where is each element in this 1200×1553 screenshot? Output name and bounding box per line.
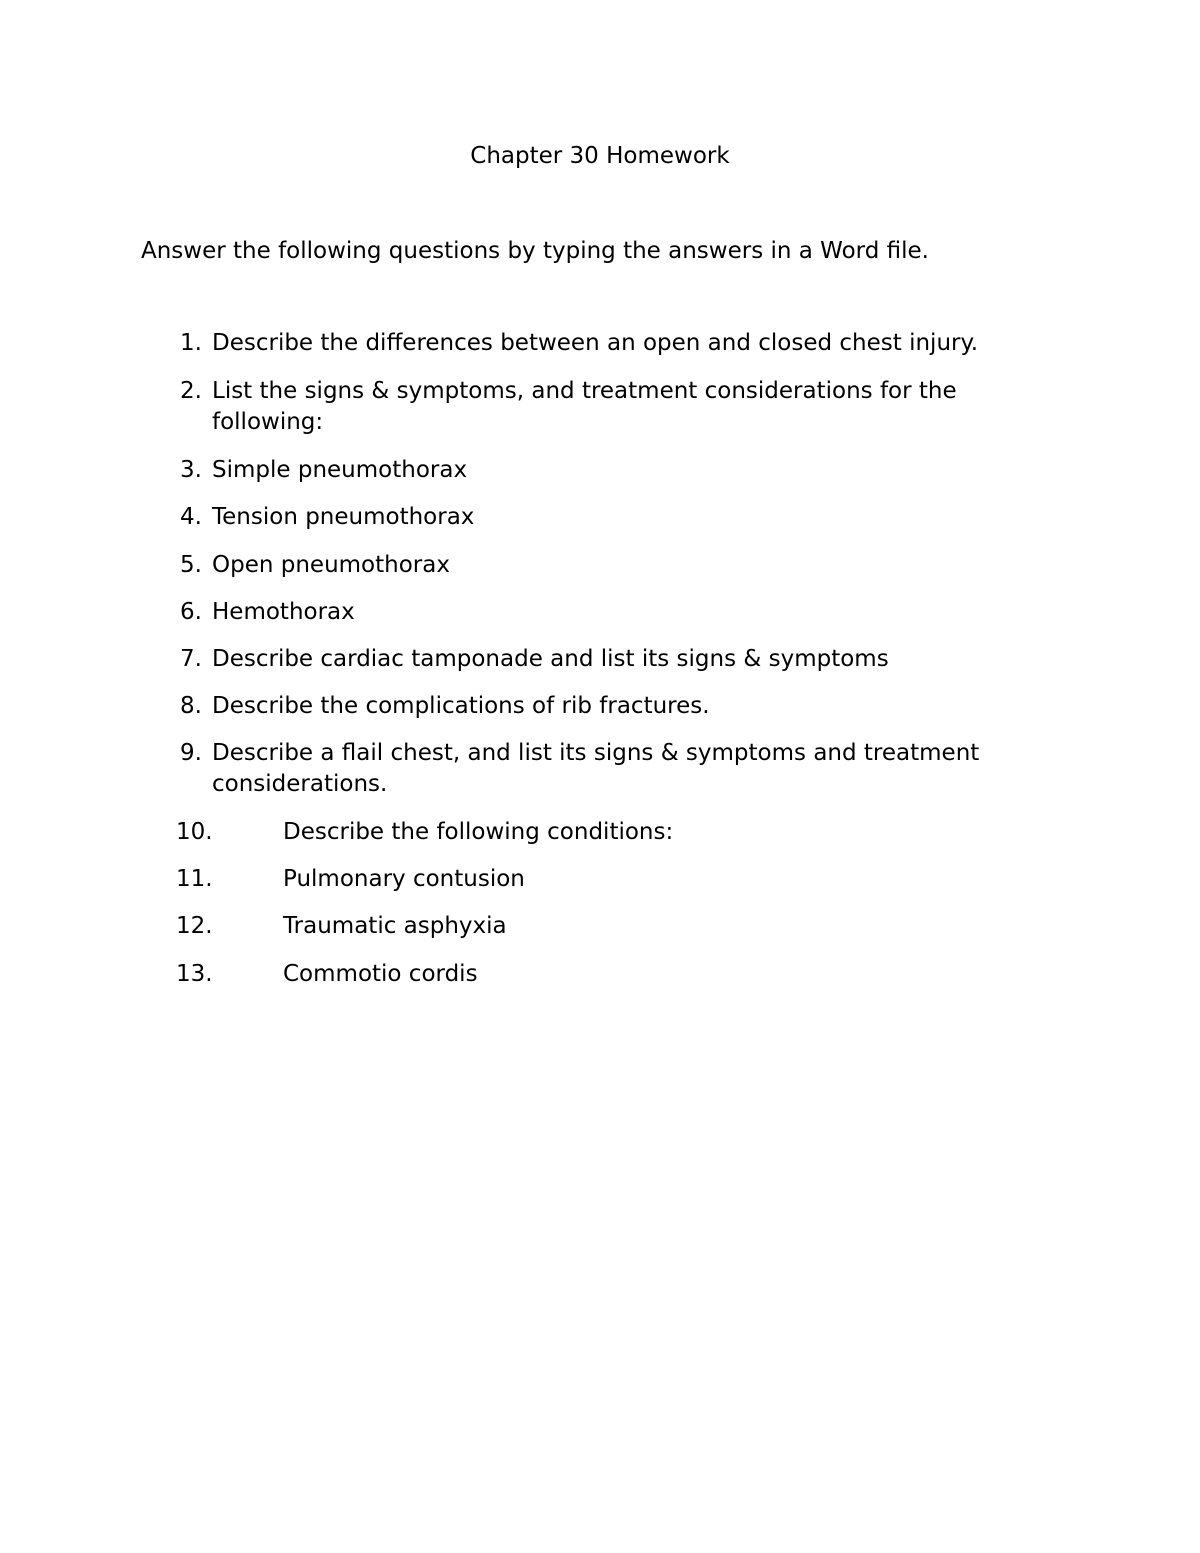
question-number: 13. [176,961,213,987]
question-text: List the signs & symptoms, and treatment considerations for the following: [212,378,957,435]
question-text: Describe cardiac tamponade and list its signs & symptoms [212,646,889,672]
question-text: Describe the following conditions: [283,819,674,845]
question-text: Describe the complications of rib fractures. [212,693,710,719]
question-number: 5. [180,552,202,578]
question-number: 6. [180,599,202,625]
question-text: Hemothorax [212,599,355,625]
question-text: Pulmonary contusion [283,866,525,892]
question-text: Open pneumothorax [212,552,450,578]
question-number: 11. [176,866,213,892]
question-number: 7. [180,646,202,672]
instructions-text: Answer the following questions by typing the answers in a Word file. [141,238,929,264]
question-number: 3. [180,457,202,483]
question-number: 8. [180,693,202,719]
question-text: Simple pneumothorax [212,457,468,483]
question-text: Traumatic asphyxia [283,913,507,939]
question-number: 10. [176,819,213,845]
question-number: 9. [180,740,202,766]
question-text: Describe a flail chest, and list its signs & symptoms and treatment considerations. [212,740,980,797]
question-number: 12. [176,913,213,939]
question-text: Tension pneumothorax [212,504,475,530]
question-text: Describe the differences between an open and closed chest injury. [212,330,979,356]
document-title: Chapter 30 Homework [470,143,730,169]
question-number: 4. [180,504,202,530]
question-number: 2. [180,378,202,404]
question-number: 1. [180,330,202,356]
question-text: Commotio cordis [283,961,478,987]
